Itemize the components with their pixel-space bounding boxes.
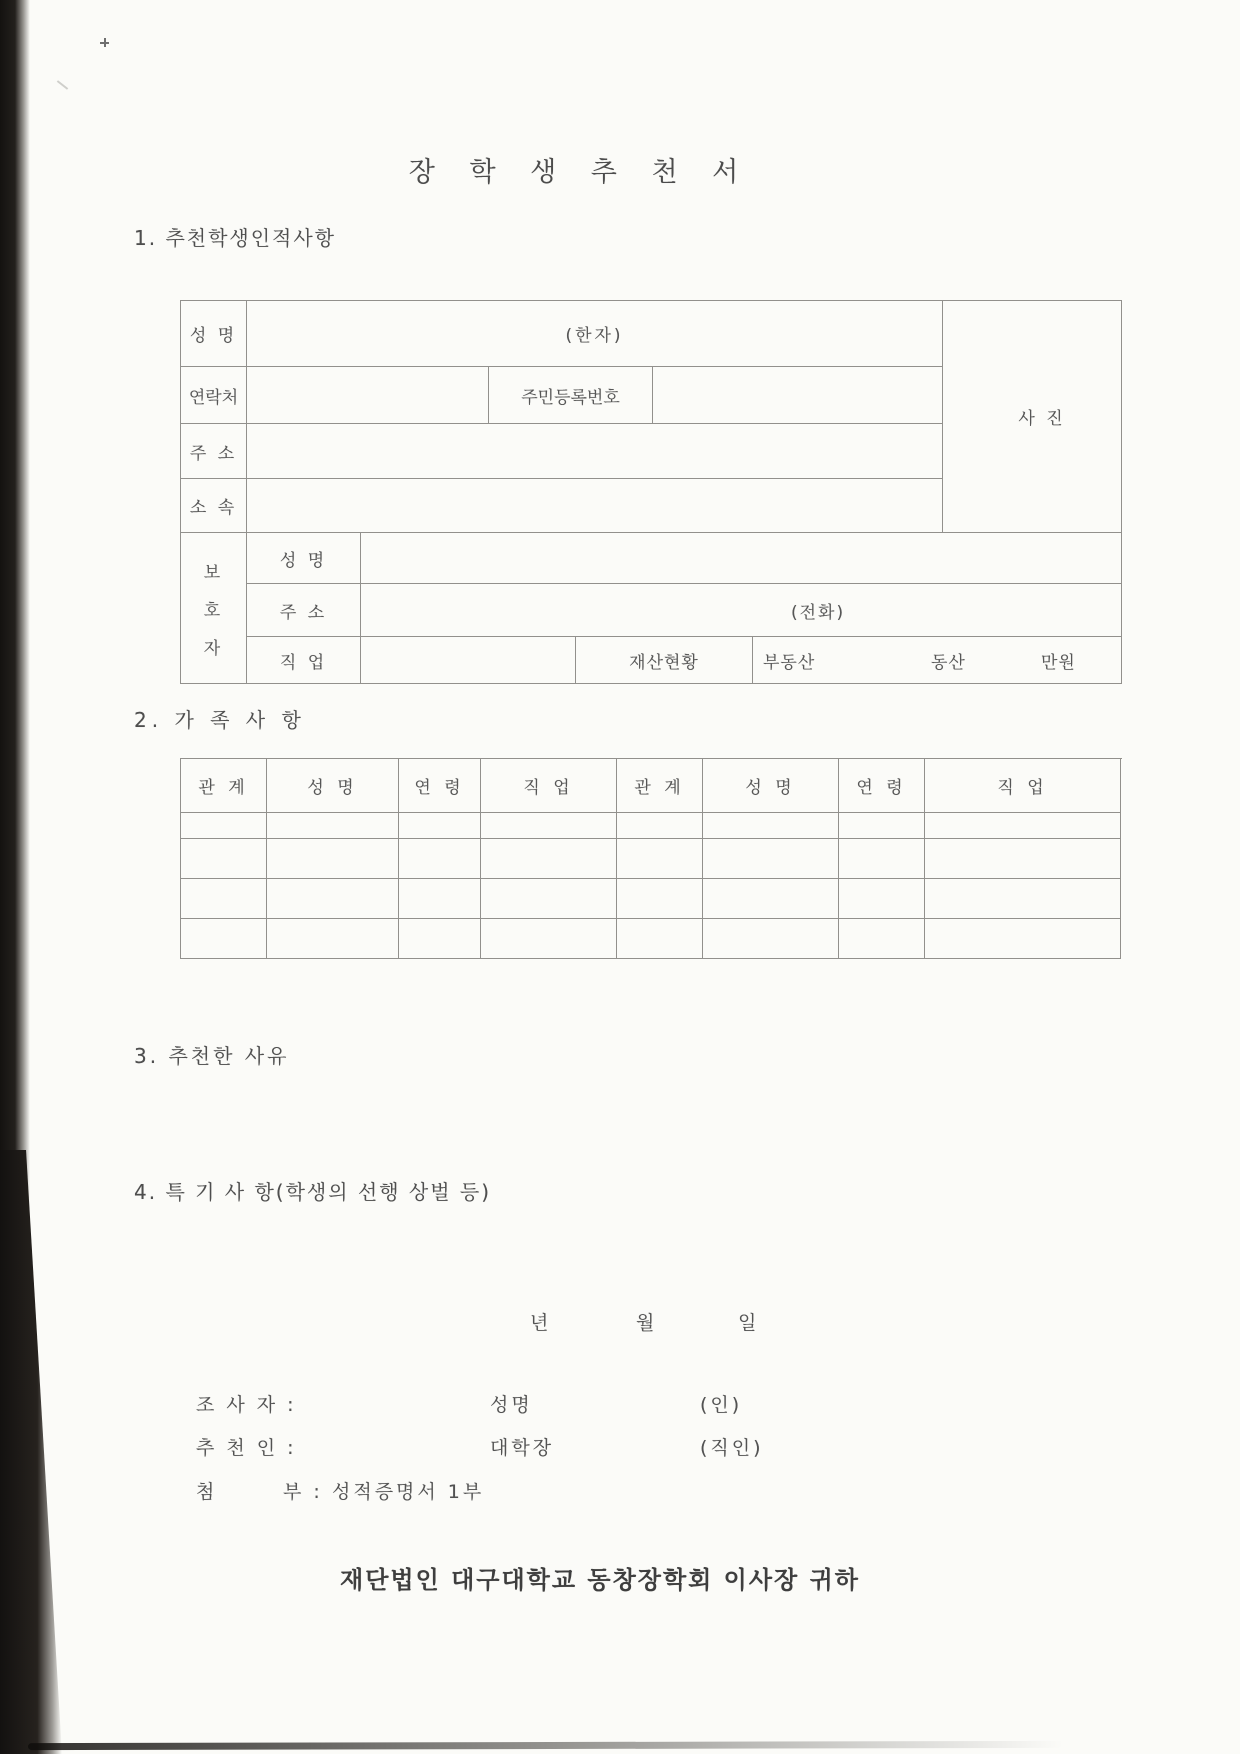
photo-box: 사 진: [943, 301, 1122, 533]
family-empty-cell: [925, 799, 1121, 839]
family-empty-cell: [267, 839, 399, 879]
asset-status-label-cell: 재산현황: [576, 637, 753, 684]
family-empty-cell: [617, 839, 703, 879]
family-empty-cell: [267, 799, 399, 839]
student-info-table: [180, 300, 1122, 684]
family-empty-cell: [703, 799, 839, 839]
family-empty-cell: [703, 919, 839, 959]
section-heading-student-info: 1. 추천학생인적사항: [134, 226, 336, 250]
family-table: [180, 758, 1122, 959]
name-label-cell: 성 명: [181, 301, 247, 367]
guardian-job-label-cell: 직 업: [247, 637, 361, 684]
currency-unit-label: 만원: [1041, 652, 1076, 673]
family-empty-cell: [925, 839, 1121, 879]
family-header-cell: 관 계: [617, 759, 703, 813]
family-empty-cell: [399, 879, 481, 919]
scan-smudge: [57, 80, 68, 90]
family-empty-cell: [617, 799, 703, 839]
date-month-label: 월: [636, 1312, 655, 1334]
family-empty-cell: [839, 919, 925, 959]
guardian-char-2: 호: [203, 600, 224, 621]
family-empty-cell: [181, 839, 267, 879]
name-hanja-cell: (한자): [247, 301, 943, 367]
section-heading-reason: 3. 추천한 사유: [134, 1044, 290, 1068]
date-year-label: 년: [530, 1312, 549, 1334]
attachment-value: 성적증명서 1부: [332, 1481, 485, 1503]
family-empty-cell: [181, 879, 267, 919]
family-empty-cell: [703, 879, 839, 919]
family-empty-cell: [481, 799, 617, 839]
affiliation-label-cell: 소 속: [181, 479, 247, 533]
attachment-label-first: 첨: [196, 1481, 218, 1503]
family-header-cell: 연 령: [399, 759, 481, 813]
address-label-cell: 주 소: [181, 424, 247, 479]
real-estate-label: 부동산: [763, 652, 816, 673]
family-empty-cell: [481, 879, 617, 919]
family-empty-cell: [617, 919, 703, 959]
family-empty-cell: [481, 839, 617, 879]
address-value-cell: [247, 424, 943, 479]
section-heading-special-notes: 4. 특 기 사 항(학생의 선행 상벌 등): [134, 1180, 492, 1204]
family-header-cell: 성 명: [267, 759, 399, 813]
family-empty-cell: [839, 839, 925, 879]
family-header-cell: 직 업: [481, 759, 617, 813]
family-header-cell: 연 령: [839, 759, 925, 813]
family-empty-cell: [399, 919, 481, 959]
family-header-cell: 직 업: [925, 759, 1121, 813]
guardian-char-1: 보: [203, 562, 224, 583]
guardian-label-cell: [181, 533, 247, 684]
scan-shadow-bottom: [28, 1741, 1063, 1750]
recommender-label: 추 천 인 :: [196, 1437, 297, 1459]
resident-number-label-cell: 주민등록번호: [489, 367, 653, 424]
family-empty-cell: [481, 919, 617, 959]
family-empty-cell: [267, 879, 399, 919]
family-header-cell: 성 명: [703, 759, 839, 813]
family-empty-cell: [703, 839, 839, 879]
family-empty-cell: [925, 879, 1121, 919]
investigator-seal-note: (인): [700, 1394, 743, 1416]
resident-number-value-cell: [653, 367, 943, 424]
registration-cross-mark: [100, 38, 109, 47]
family-empty-cell: [839, 879, 925, 919]
page-title: 장 학 생 추 천 서: [408, 157, 752, 188]
affiliation-value-cell: [247, 479, 943, 533]
family-header-cell: 관 계: [181, 759, 267, 813]
assets-value-cell: [753, 637, 1122, 684]
date-day-label: 일: [738, 1312, 757, 1334]
guardian-name-value-cell: [361, 533, 1122, 584]
family-empty-cell: [267, 919, 399, 959]
recommender-seal-note: (직인): [700, 1437, 764, 1459]
guardian-address-value-cell: [361, 584, 1122, 637]
guardian-name-label-cell: 성 명: [247, 533, 361, 584]
investigator-name-label: 성명: [490, 1394, 533, 1416]
family-empty-cell: [399, 799, 481, 839]
recommender-name-label: 대학장: [490, 1437, 555, 1459]
family-empty-cell: [181, 919, 267, 959]
attachment-label-second: 부 :: [283, 1481, 323, 1503]
family-empty-cell: [925, 919, 1121, 959]
scan-shadow-left-bottom: [0, 1150, 62, 1754]
family-empty-cell: [181, 799, 267, 839]
contact-value-cell: [247, 367, 489, 424]
guardian-char-3: 자: [203, 638, 224, 659]
guardian-phone-note: (전화): [791, 602, 846, 623]
footer-recipient: 재단법인 대구대학교 동창장학회 이사장 귀하: [340, 1566, 860, 1594]
guardian-job-value-cell: [361, 637, 576, 684]
guardian-address-label-cell: 주 소: [247, 584, 361, 637]
section-heading-family: 2. 가 족 사 항: [134, 708, 306, 732]
movable-assets-label: 동산: [931, 652, 966, 673]
family-empty-cell: [617, 879, 703, 919]
family-empty-cell: [399, 839, 481, 879]
contact-label-cell: 연락처: [181, 367, 247, 424]
investigator-label: 조 사 자 :: [196, 1394, 297, 1416]
family-empty-cell: [839, 799, 925, 839]
